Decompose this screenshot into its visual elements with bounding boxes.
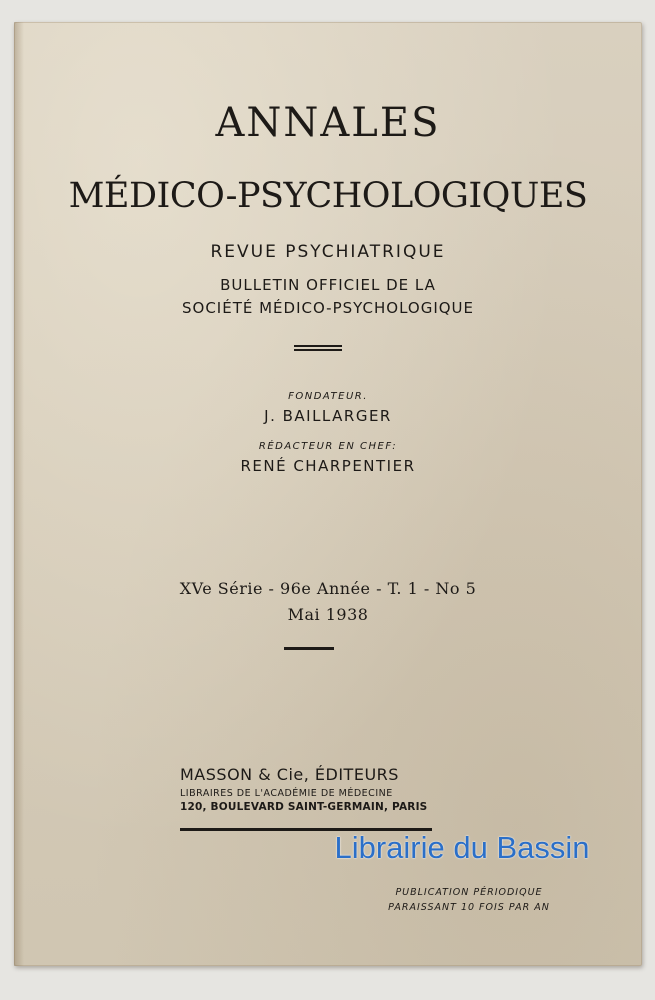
journal-cover [14, 22, 642, 966]
publisher-block [180, 765, 432, 813]
cover-spine-edge [14, 22, 24, 966]
cover-title-line2: MÉDICO-PSYCHOLOGIQUES [68, 176, 588, 216]
fondateur-label: FONDATEUR. [288, 391, 368, 402]
watermark-text: Librairie du Bassin [334, 830, 590, 865]
redacteur-label: RÉDACTEUR EN CHEF: [258, 441, 398, 452]
issue-line: XVe Série - 96e Année - T. 1 - No 5 [179, 579, 477, 598]
publisher-name: MASSON & Cie, ÉDITEURS [180, 765, 399, 784]
fondateur-name: J. BAILLARGER [264, 407, 392, 425]
publisher-address: 120, BOULEVARD SAINT-GERMAIN, PARIS [180, 801, 428, 813]
periodical-line2: PARAISSANT 10 FOIS PAR AN [388, 902, 550, 913]
cover-title-line1: ANNALES [215, 100, 441, 146]
cover-subtitle: REVUE PSYCHIATRIQUE [210, 242, 446, 262]
issue-date: Mai 1938 [287, 605, 369, 624]
bulletin-line2: SOCIÉTÉ MÉDICO-PSYCHOLOGIQUE [181, 299, 475, 317]
periodical-line1: PUBLICATION PÉRIODIQUE [395, 887, 543, 898]
short-rule-divider [284, 647, 334, 650]
periodical-note [354, 885, 584, 915]
publisher-line2: LIBRAIRES DE L'ACADÉMIE DE MÉDECINE [180, 788, 393, 799]
redacteur-name: RENÉ CHARPENTIER [240, 457, 416, 475]
double-rule-divider [294, 345, 342, 351]
bulletin-line1: BULLETIN OFFICIEL DE LA [220, 276, 436, 294]
